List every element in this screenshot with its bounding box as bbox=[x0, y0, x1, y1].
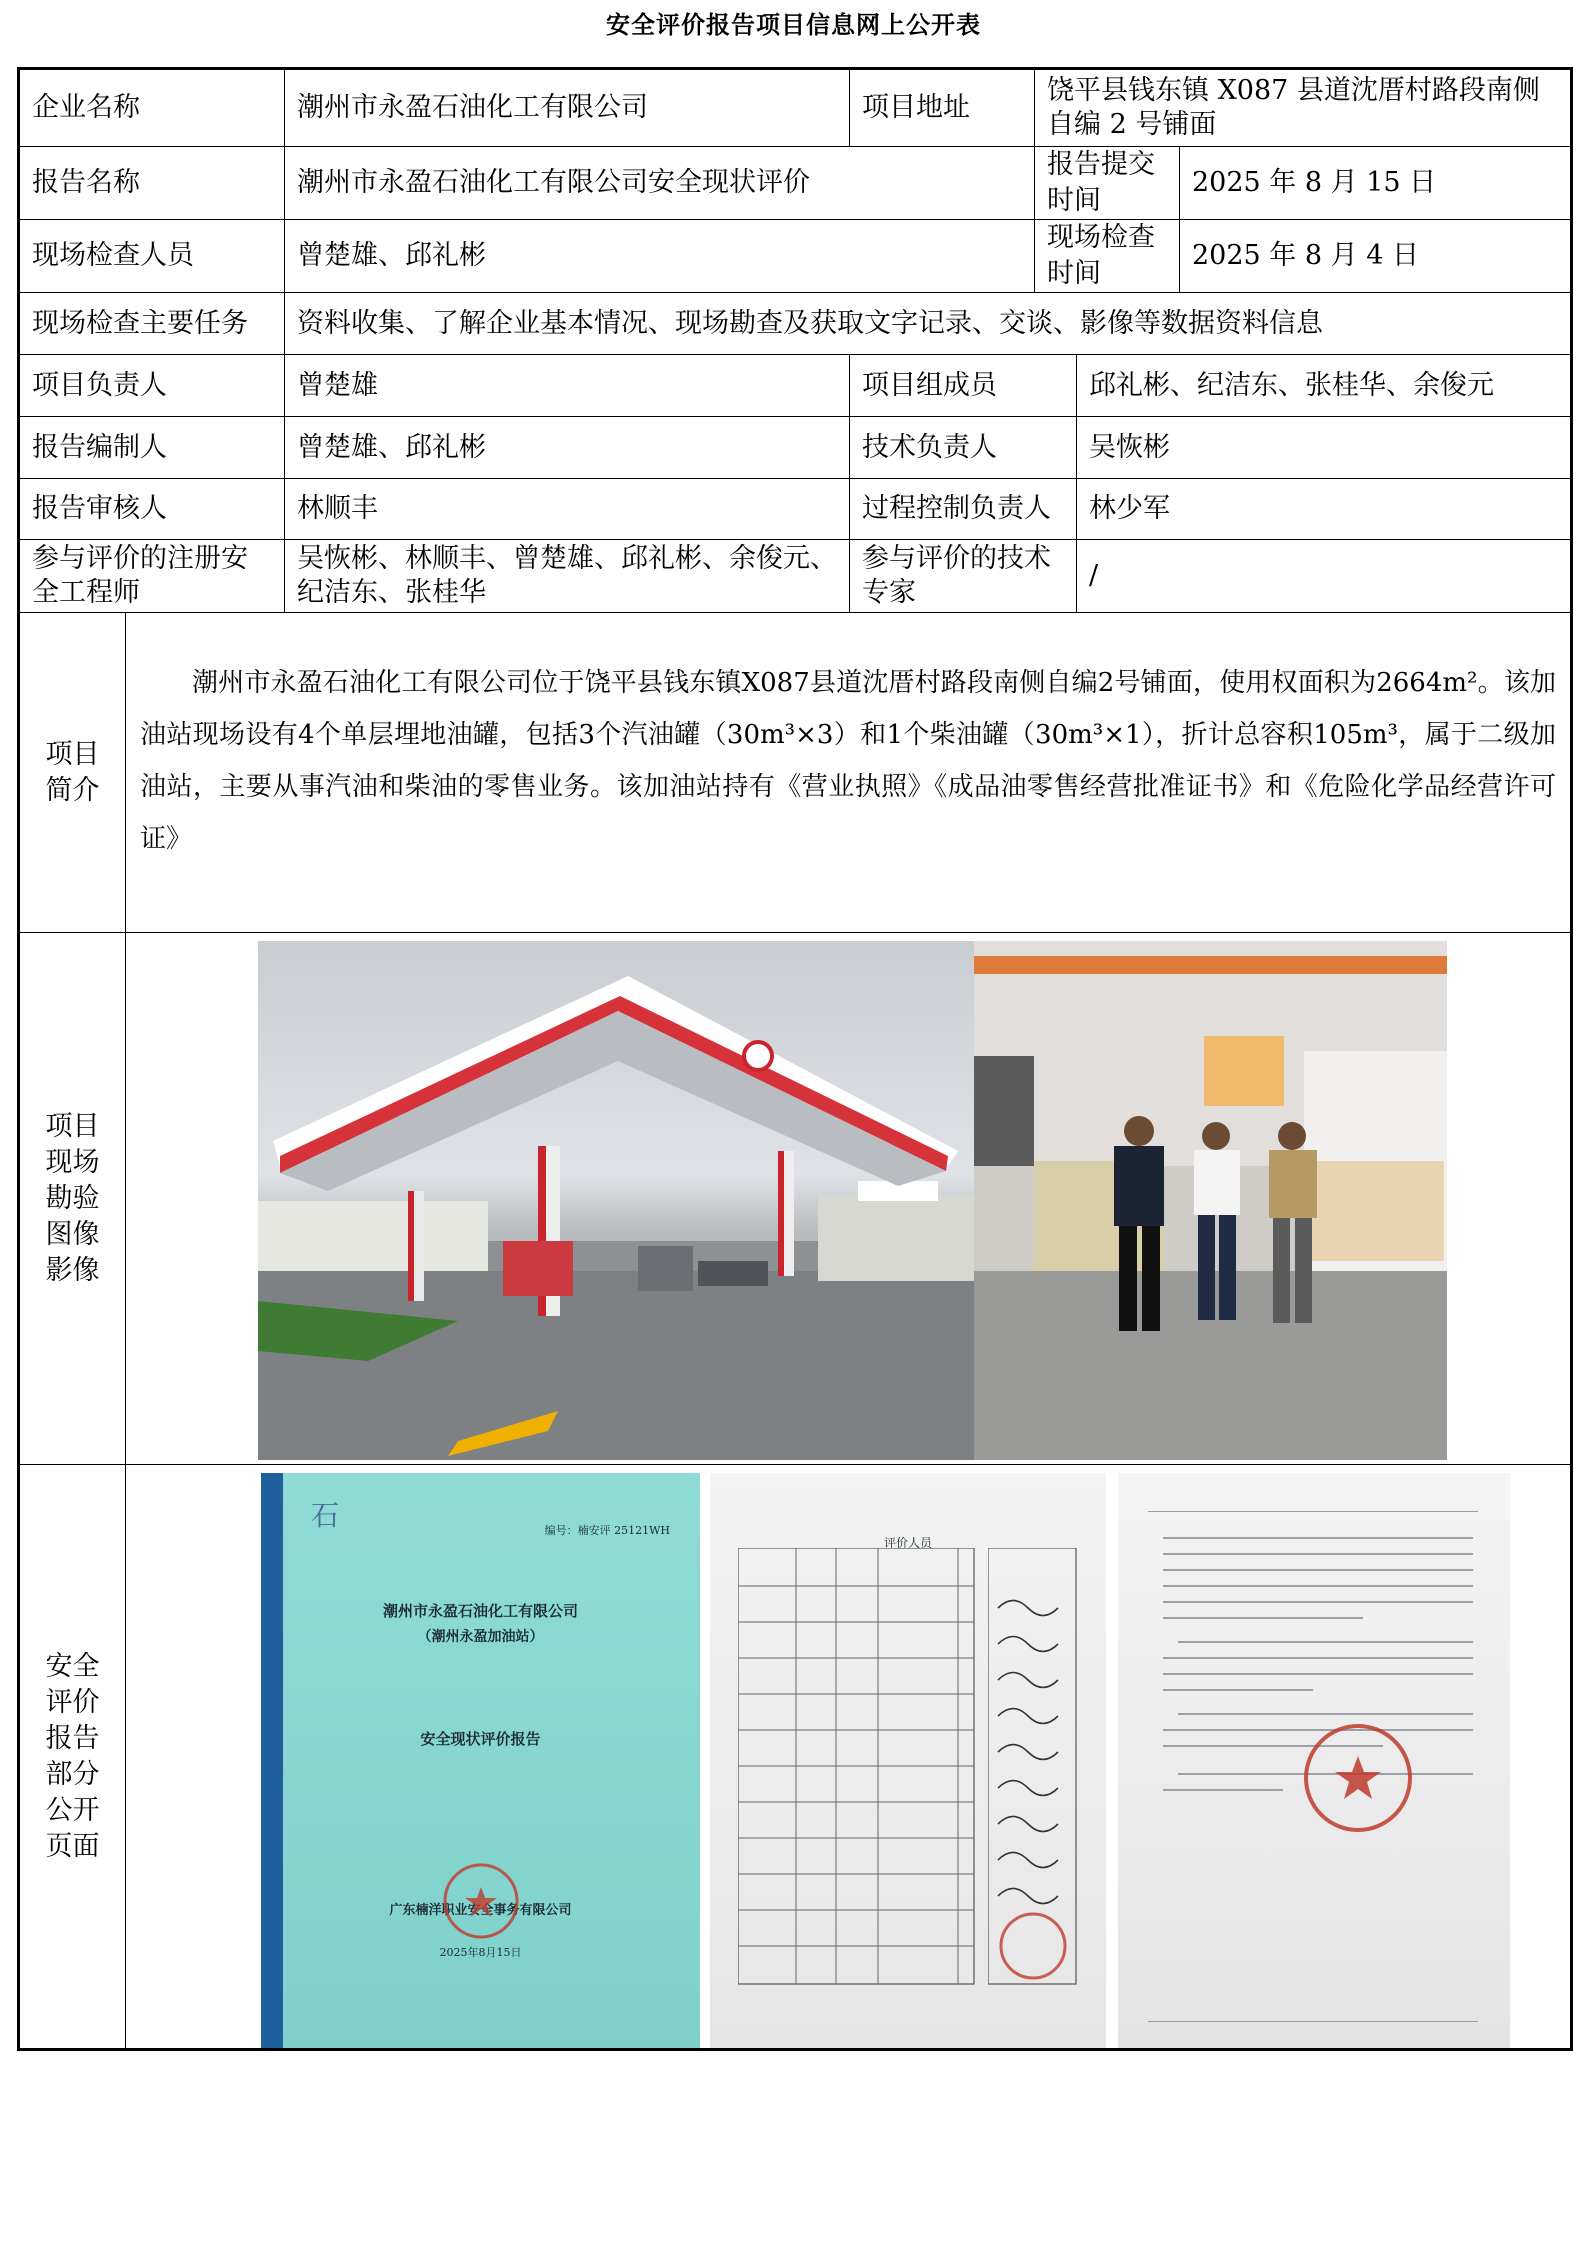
value-inspectors: 曾楚雄、邱礼彬 bbox=[285, 220, 1035, 293]
label-project-leader: 项目负责人 bbox=[19, 355, 285, 417]
cover-company: 潮州市永盈石油化工有限公司 bbox=[382, 1602, 578, 1620]
evaluators-heading: 评价人员 bbox=[883, 1536, 932, 1550]
row-intro bbox=[19, 613, 1572, 933]
value-project-leader: 曾楚雄 bbox=[285, 355, 850, 417]
row-company bbox=[19, 69, 1572, 147]
value-inspection-time: 2025 年 8 月 4 日 bbox=[1180, 220, 1572, 293]
row-report-compiler bbox=[19, 417, 1572, 479]
site-personnel-photo bbox=[974, 941, 1447, 1460]
label-tech-leader: 技术负责人 bbox=[850, 417, 1077, 479]
label-project-address: 项目地址 bbox=[850, 69, 1035, 147]
label-report-compiler: 报告编制人 bbox=[19, 417, 285, 479]
evaluators-page-photo bbox=[710, 1473, 1106, 2048]
value-experts: / bbox=[1077, 540, 1572, 613]
label-report-name: 报告名称 bbox=[19, 147, 285, 220]
value-report-reviewer: 林顺丰 bbox=[285, 479, 850, 540]
label-experts: 参与评价的技术专家 bbox=[850, 540, 1077, 613]
label-team-members: 项目组成员 bbox=[850, 355, 1077, 417]
row-project-leader bbox=[19, 355, 1572, 417]
value-team-members: 邱礼彬、纪洁东、张桂华、余俊元 bbox=[1077, 355, 1572, 417]
row-inspectors bbox=[19, 220, 1572, 293]
label-submit-time: 报告提交时间 bbox=[1035, 147, 1180, 220]
row-report-reviewer bbox=[19, 479, 1572, 540]
value-project-address: 饶平县钱东镇 X087 县道沈厝村路段南侧自编 2 号铺面 bbox=[1035, 69, 1572, 147]
value-report-name: 潮州市永盈石油化工有限公司安全现状评价 bbox=[285, 147, 1035, 220]
label-photos: 项目 现场 勘验 图像 影像 bbox=[19, 933, 126, 1465]
label-report-pages: 安全 评价 报告 部分 公开 页面 bbox=[19, 1465, 126, 2050]
intro-text: 潮州市永盈石油化工有限公司位于饶平县钱东镇X087县道沈厝村路段南侧自编2号铺面，使用权面积为2664m²。该加油站现场设有4个单层埋地油罐，包括3个汽油罐（30m³×3）和1个柴油罐（30m³×1），折计总容积105m³，属于二级加油站，主要从事汽油和柴油的零售业务。该加油站持有《营业执照》《成品油零售经营批准证书》和《危险化学品经营许可证》 bbox=[126, 613, 1572, 933]
label-engineers: 参与评价的注册安全工程师 bbox=[19, 540, 285, 613]
approval-seal bbox=[1298, 1718, 1418, 1838]
label-inspectors: 现场检查人员 bbox=[19, 220, 285, 293]
cover-station: （潮州永盈加油站） bbox=[417, 1629, 544, 1645]
label-inspection-time: 现场检查时间 bbox=[1035, 220, 1180, 293]
cover-date: 2025年8月15日 bbox=[439, 1946, 522, 1959]
company-seal bbox=[441, 1861, 521, 1941]
value-company-name: 潮州市永盈石油化工有限公司 bbox=[285, 69, 850, 147]
row-main-tasks bbox=[19, 293, 1572, 355]
row-report-pages bbox=[19, 1465, 1572, 2050]
row-report-name bbox=[19, 147, 1572, 220]
cover-number: 编号：楠安评 25121WH bbox=[544, 1524, 670, 1537]
value-engineers: 吴恢彬、林顺丰、曾楚雄、邱礼彬、余俊元、纪洁东、张桂华 bbox=[285, 540, 850, 613]
gas-station-photo bbox=[258, 941, 974, 1460]
report-page-photos bbox=[126, 1465, 1572, 2050]
label-company-name: 企业名称 bbox=[19, 69, 285, 147]
row-photos bbox=[19, 933, 1572, 1465]
value-tech-leader: 吴恢彬 bbox=[1077, 417, 1572, 479]
cover-issuer: 广东楠洋职业安全事务有限公司 bbox=[389, 1903, 572, 1918]
label-process-control: 过程控制负责人 bbox=[850, 479, 1077, 540]
report-cover-photo: 石 编号：楠安评 25121WH 潮州市永盈石油化工有限公司 （潮州永盈加油站） 安全现状评价报告 广东楠洋职业安全事务有限公司 2025年8月15日 bbox=[261, 1473, 700, 2048]
label-main-tasks: 现场检查主要任务 bbox=[19, 293, 285, 355]
conclusion-page-photo bbox=[1118, 1473, 1510, 2048]
page-title: 安全评价报告项目信息网上公开表 bbox=[606, 9, 981, 39]
info-table bbox=[17, 67, 1573, 2051]
site-photos bbox=[126, 933, 1572, 1465]
row-engineers bbox=[19, 540, 1572, 613]
label-intro: 项目 简介 bbox=[19, 613, 126, 933]
value-submit-time: 2025 年 8 月 15 日 bbox=[1180, 147, 1572, 220]
value-process-control: 林少军 bbox=[1077, 479, 1572, 540]
label-report-reviewer: 报告审核人 bbox=[19, 479, 285, 540]
cover-report-title: 安全现状评价报告 bbox=[420, 1730, 541, 1748]
value-main-tasks: 资料收集、了解企业基本情况、现场勘查及获取文字记录、交谈、影像等数据资料信息 bbox=[285, 293, 1572, 355]
value-report-compiler: 曾楚雄、邱礼彬 bbox=[285, 417, 850, 479]
